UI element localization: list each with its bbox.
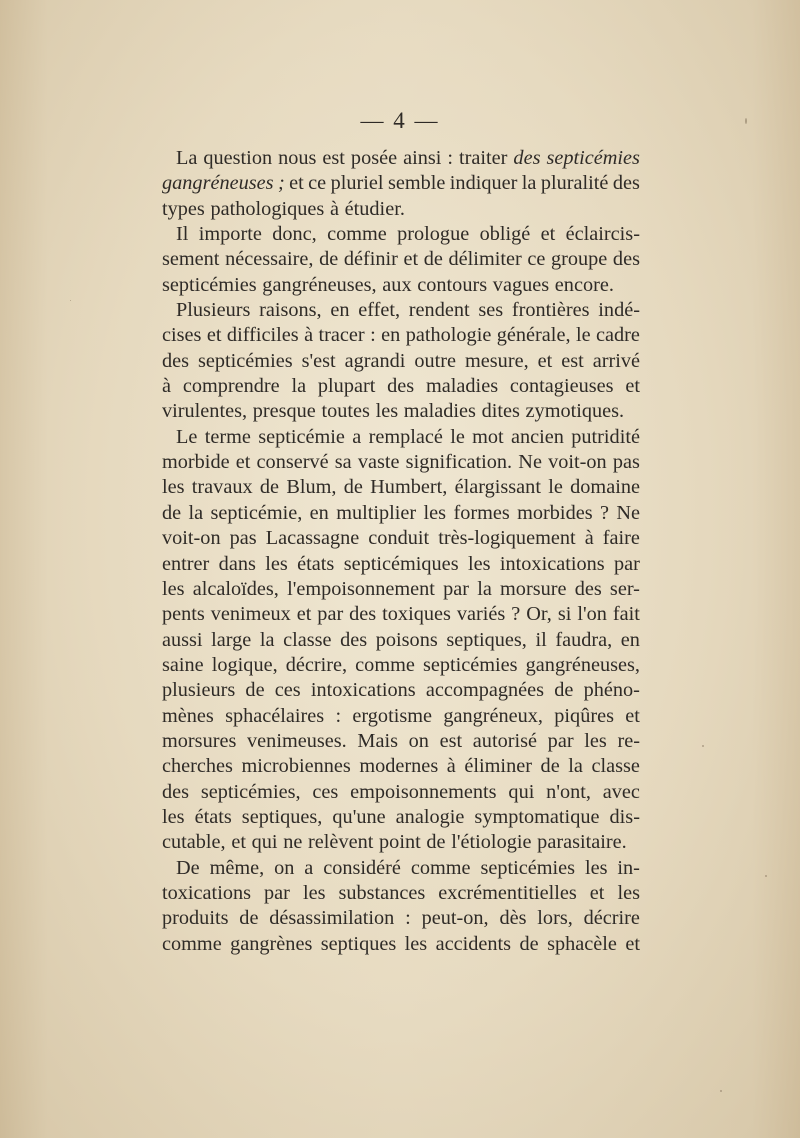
- text-line: sement nécessaire, de définir et de délimiter ce groupe des: [162, 248, 640, 271]
- text-line: Il importe donc, comme prologue obligé et éclaircis-: [176, 223, 640, 246]
- text-line: cherches microbiennes modernes à éliminer de la classe: [162, 755, 640, 778]
- body-text: [162, 146, 640, 957]
- text-line: les états septiques, qu'une analogie symptomatique dis-: [162, 805, 640, 828]
- text-line: Le terme septicémie a remplacé le mot ancien putridité: [176, 425, 640, 448]
- paper-speck: [765, 875, 767, 877]
- text-line: toxications par les substances excrémentitielles et les: [162, 881, 640, 904]
- text-line: morbide et conservé sa vaste signification. Ne voit-on pas: [162, 451, 640, 474]
- text-line: cises et difficiles à tracer : en pathologie générale, le cadre: [162, 324, 640, 347]
- text-line: de la septicémie, en multiplier les formes morbides ? Ne: [162, 501, 640, 524]
- text-line: La question nous est posée ainsi : traiter des septicémies: [176, 147, 640, 169]
- text-line: aussi large la classe des poisons septiques, il faudra, en: [162, 628, 640, 651]
- text-line: pents venimeux et par des toxiques variés ? Or, si l'on fait: [162, 603, 640, 626]
- text-line: De même, on a considéré comme septicémies les in-: [176, 856, 640, 879]
- text-line: les travaux de Blum, de Humbert, élargissant le domaine: [162, 476, 640, 499]
- text-line: les alcaloïdes, l'empoisonnement par la morsure des ser-: [162, 577, 640, 600]
- text-line: septicémies gangréneuses, aux contours vagues encore.: [162, 273, 614, 296]
- text-line: plusieurs de ces intoxications accompagnées de phéno-: [162, 679, 640, 702]
- text-line: morsures venimeuses. Mais on est autorisé par les re-: [162, 729, 640, 752]
- text-line: des septicémies s'est agrandi outre mesure, et est arrivé: [162, 349, 640, 372]
- text-line: à comprendre la plupart des maladies contagieuses et: [162, 375, 640, 398]
- text-line: produits de désassimilation : peut-on, dès lors, décrire: [162, 907, 640, 930]
- paper-speck: [702, 745, 704, 747]
- paper-speck: [70, 300, 71, 301]
- text-line: mènes sphacélaires : ergotisme gangréneux, piqûres et: [162, 704, 640, 727]
- text-line: gangréneuses ; et ce pluriel semble indiquer la pluralité des: [162, 172, 640, 195]
- text-line: virulentes, presque toutes les maladies dites zymotiques.: [162, 400, 625, 423]
- text-line: Plusieurs raisons, en effet, rendent ses frontières indé-: [176, 299, 640, 322]
- text-line: cutable, et qui ne relèvent point de l'étiologie parasitaire.: [162, 831, 627, 854]
- text-line: voit-on pas Lacassagne conduit très-logiquement à faire: [162, 527, 640, 550]
- text-line: types pathologiques à étudier.: [162, 197, 405, 220]
- text-line: entrer dans les états septicémiques les intoxications par: [162, 552, 640, 575]
- text-line: saine logique, décrire, comme septicémies gangréneuses,: [162, 653, 640, 676]
- text-line: comme gangrènes septiques les accidents de sphacèle et: [162, 932, 640, 955]
- paper-speck: [720, 1090, 722, 1092]
- text-line: des septicémies, ces empoisonnements qui n'ont, avec: [162, 780, 640, 803]
- page-number: — 4 —: [360, 108, 440, 133]
